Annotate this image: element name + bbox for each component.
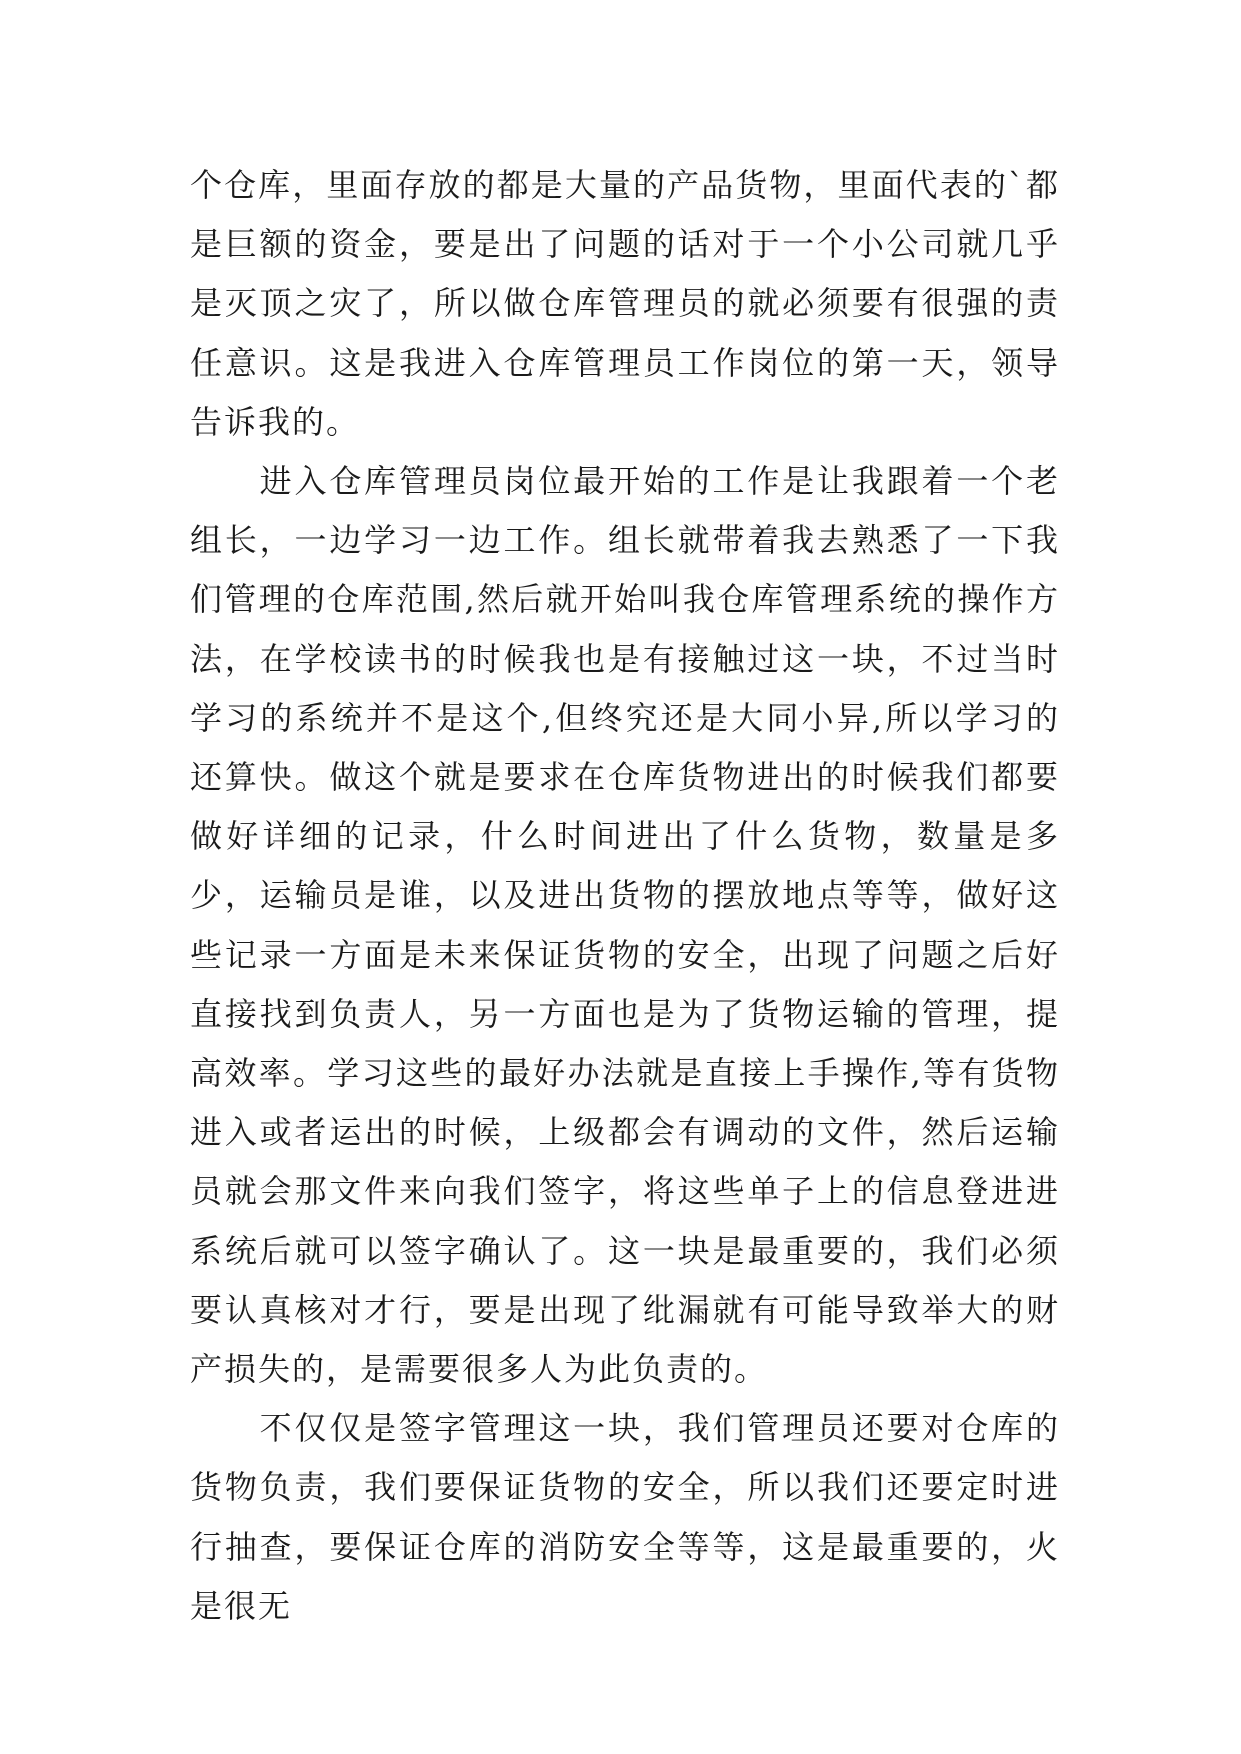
document-body (190, 156, 1060, 1636)
paragraph-1: 个仓库，里面存放的都是大量的产品货物，里面代表的`都是巨额的资金，要是出了问题的话对于一个小公司就几乎是灭顶之灾了，所以做仓库管理员的就必须要有很强的责任意识。这是我进入仓库管理员工作岗位的第一天，领导告诉我的。 (190, 166, 1060, 441)
paragraph-2: 进入仓库管理员岗位最开始的工作是让我跟着一个老组长，一边学习一边工作。组长就带着我去熟悉了一下我们管理的仓库范围,然后就开始叫我仓库管理系统的操作方法，在学校读书的时候我也是有接触过这一块，不过当时学习的系统并不是这个,但终究还是大同小异,所以学习的还算快。做这个就是要求在仓库货物进出的时候我们都要做好详细的记录，什么时间进出了什么货物，数量是多少，运输员是谁，以及进出货物的摆放地点等等，做好这些记录一方面是未来保证货物的安全，出现了问题之后好直接找到负责人，另一方面也是为了货物运输的管理，提高效率。学习这些的最好办法就是直接上手操作,等有货物进入或者运出的时候，上级都会有调动的文件，然后运输员就会那文件来向我们签字，将这些单子上的信息登进进系统后就可以签字确认了。这一块是最重要的，我们必须要认真核对才行，要是出现了纰漏就有可能导致举大的财产损失的，是需要很多人为此负责的。 (190, 462, 1060, 1389)
paragraph-3: 不仅仅是签字管理这一块，我们管理员还要对仓库的货物负责，我们要保证货物的安全，所以我们还要定时进行抽查，要保证仓库的消防安全等等，这是最重要的，火是很无 (190, 1409, 1060, 1625)
